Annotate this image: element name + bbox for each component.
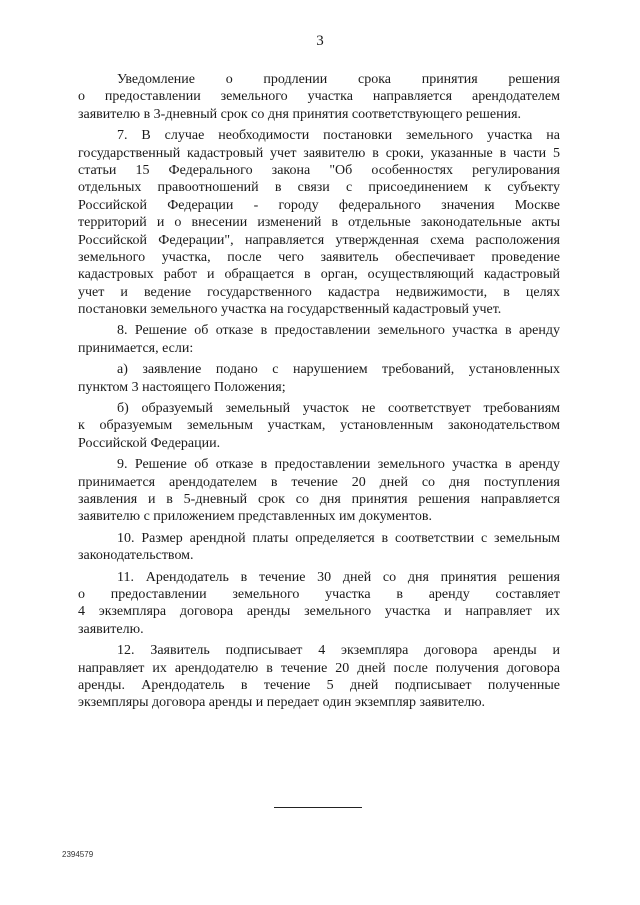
- text-line: аренды. Арендодатель в течение 5 дней подписывает полученные: [78, 677, 560, 693]
- paragraph: [78, 400, 560, 452]
- text-line: Российской Федерации - городу федерального значения Москве: [78, 197, 560, 213]
- paragraph: [78, 322, 560, 357]
- text-line: 10. Размер арендной платы определяется в соответствии с земельным: [117, 530, 560, 546]
- text-line: заявителю.: [78, 621, 144, 637]
- text-line: кадастровых работ и обращается в орган, осуществляющий кадастровый: [78, 267, 560, 283]
- text-line: о предоставлении земельного участка направляется арендодателем: [78, 89, 560, 105]
- text-line: б) образуемый земельный участок не соответствует требованиям: [117, 401, 560, 417]
- text-line: принимается арендодателем в течение 20 дней со дня поступления: [78, 474, 560, 490]
- text-line: к образуемым земельным участкам, установленным законодательством: [78, 418, 560, 434]
- text-line: а) заявление подано с нарушением требований, установленных: [117, 362, 560, 378]
- text-line: о предоставлении земельного участка в аренду составляет: [78, 586, 560, 602]
- paragraph: [78, 456, 560, 526]
- text-line: Российской Федерации.: [78, 435, 221, 451]
- text-line: статьи 15 Федерального закона "Об особенностях регулирования: [78, 162, 560, 178]
- page-number: 3: [316, 33, 324, 49]
- text-line: заявителю с приложением представленных им документов.: [78, 509, 433, 525]
- text-line: земельного участка, после чего заявитель обеспечивает проведение: [78, 249, 560, 265]
- paragraph: [78, 642, 560, 712]
- document-body: [78, 71, 560, 712]
- text-line: постановки земельного участка на государственный кадастровый учет.: [78, 302, 502, 318]
- text-line: законодательством.: [78, 548, 194, 564]
- text-line: 9. Решение об отказе в предоставлении земельного участка в аренду: [117, 457, 560, 473]
- text-line: Уведомление о продлении срока принятия решения: [117, 72, 560, 87]
- text-line: Российской Федерации", направляется утвержденная схема расположения: [78, 232, 560, 248]
- text-line: принимается, если:: [78, 340, 194, 356]
- document-code: 2394579: [62, 850, 94, 859]
- text-line: пунктом 3 настоящего Положения;: [78, 379, 286, 395]
- text-line: 12. Заявитель подписывает 4 экземпляра договора аренды и: [117, 643, 560, 659]
- paragraph: [78, 71, 560, 123]
- text-line: заявления и в 5-дневный срок со дня принятия решения направляется: [78, 491, 560, 507]
- paragraph: [78, 127, 560, 318]
- text-line: 8. Решение об отказе в предоставлении земельного участка в аренду: [117, 323, 560, 339]
- paragraph: [78, 530, 560, 565]
- text-line: направляет их арендодателю в течение 20 дней после получения договора: [78, 660, 560, 676]
- paragraph: [78, 361, 560, 396]
- text-line: заявителю в 3-дневный срок со дня принятия соответствующего решения.: [78, 106, 522, 122]
- text-line: учет и ведение государственного кадастра недвижимости, в целях: [78, 284, 560, 300]
- text-line: экземпляры договора аренды и передает один экземпляр заявителю.: [78, 695, 486, 711]
- text-line: 4 экземпляра договора аренды земельного участка и направляет их: [78, 604, 560, 620]
- text-line: отдельных правоотношений в связи с присоединением к субъекту: [78, 180, 560, 196]
- text-line: территорий и о внесении изменений в отдельные законодательные акты: [78, 215, 560, 231]
- paragraph: [78, 569, 560, 639]
- end-divider-line: [274, 807, 362, 808]
- text-line: 11. Арендодатель в течение 30 дней со дня принятия решения: [117, 569, 560, 585]
- text-line: государственный кадастровый учет заявителю в сроки, указанные в части 5: [78, 145, 560, 161]
- text-line: 7. В случае необходимости постановки земельного участка на: [117, 128, 560, 144]
